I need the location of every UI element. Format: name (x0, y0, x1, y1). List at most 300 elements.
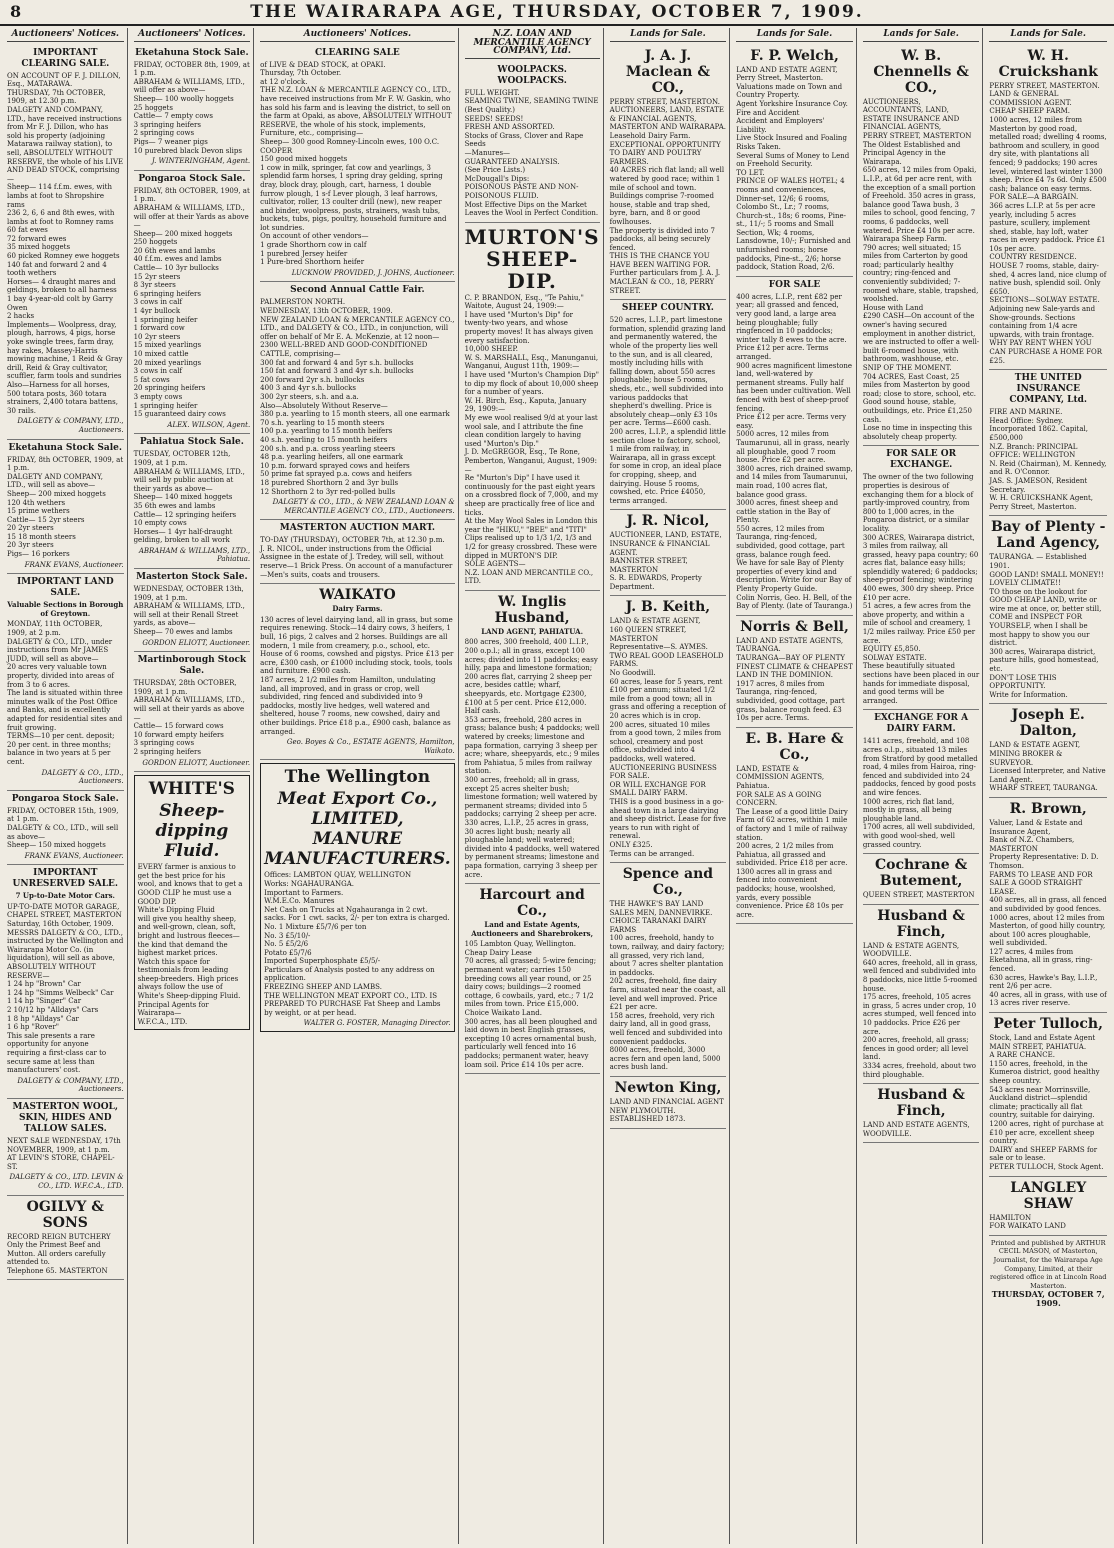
advertisement (134, 45, 251, 171)
advertisement-line: Accident and Employers' Liability. (736, 117, 825, 134)
column-2 (131, 28, 255, 1544)
advertisement-line: 3 springing cows (133, 739, 195, 748)
advertisement-line: FRIDAY, OCTOBER 8th, 1909, at 1 p.m. (133, 60, 250, 78)
advertisement-line: Horses— 1 4yr half-draught gelding, broken to all work (133, 527, 233, 545)
advertisement-line: 630 acres, Hawke's Bay, L.I.P., rent 2/6 per acre. (989, 973, 1098, 991)
advertisement-line: Stock, Land and Estate Agent (989, 1034, 1096, 1043)
advertisement-line: Principal Agents for Wairarapa— (137, 1000, 209, 1018)
imprint-date: THURSDAY, OCTOBER 7, 1909. (991, 1289, 1105, 1308)
advertisement-line: I have used "Murton's Champion Dip" to dip my flock of about 10,000 sheep for a number of years. (464, 371, 599, 397)
advertisement-line: 790 acres; well situated; 15 miles from Carterton by good road; particularly healthy country; ring-fenced and conveniently subdivided; 7-roomed whare, stable, trapshed, woolshed. (862, 243, 979, 304)
advertisement-line: 800 acres, 300 freehold, 400 L.I.P., 200 o.p.l.; all in grass, except 100 acres; divided into 11 paddocks; easy hilly, papa and limestone formation; 200 acres flat, carrying 2 sheep per acre, besides cattle; wharf, sheepyards, etc. Mortgage £2300, £100 at 5 per cent. Price £12,000. Half cash. (464, 638, 598, 716)
advertisement (465, 223, 600, 591)
advertisement-title: W. H. Cruickshank (998, 47, 1098, 80)
advertisement (989, 1013, 1107, 1177)
advertisement-line: 8 3yr steers (133, 281, 176, 290)
advertisement-line: No. 5 £5/2/6 (264, 940, 309, 949)
advertisement (989, 798, 1107, 1013)
advertisement-line: 10 forward empty heifers (133, 730, 224, 739)
advertisement-line: No. 1 Mixture £5/7/6 per ton (264, 922, 367, 931)
advertisement-signature: LUCKNOW PROVIDED, J. JOHNS, Auctioneer. (291, 268, 455, 277)
advertisement-line: PETER TULLOCH, Stock Agent. (989, 1162, 1104, 1171)
advertisement-line: Also—Harness for all horses, 500 totara posts, 360 totara strainers, 2,400 totara battens, 30 rails. (7, 380, 118, 415)
advertisement-body (610, 1098, 727, 1124)
advertisement-line: MONDAY, 11th OCTOBER, 1909, at 2 p.m. (7, 620, 103, 638)
advertisement-line: 130 acres of level dairying land, all in grass, but some requires renewing. Stock—14 dairy cows, 3 heifers, 1 bull, 16 pigs, 2 calves and 2 horses. Buildings are all modern, 1 mile from creamery, p.o., school, etc. House of 6 rooms, cowshed and pigstys. Price £13 per acre, £300 cash, or £1000 including stock, tools, tools and furniture. £900 cash. (260, 615, 454, 676)
advertisement-line: Sheep— 150 mixed hoggets (7, 841, 106, 850)
advertisement-line: DALGETY & CO., LTD., will sell as above— (7, 823, 119, 841)
advertisement-body (863, 737, 980, 849)
advertisement-line: 150 fat and forward 3 and 4yr s.h. bullocks (260, 367, 414, 376)
advertisement-line: 6 springing heifers (133, 289, 201, 298)
advertisement-body (989, 408, 1107, 511)
advertisement-subtitle: Land and Estate Agents, Auctioneers and Sharebrokers, (471, 920, 594, 938)
advertisement (989, 45, 1107, 371)
advertisement-line: 18 purebred Shorthorn 2 and 3yr bulls (260, 478, 399, 487)
advertisement-line: 1300 acres all in grass and fenced into convenient paddocks; house, woolshed, yards, every possible convenience. Price £8 10s per acre. (736, 867, 844, 919)
advertisement-line: 20 6th ewes and lambs (133, 246, 216, 255)
advertisement-line: 10,000 SHEEP. (464, 345, 518, 354)
advertisement-body (260, 536, 454, 579)
advertisement-line: 12 Shorthorn 2 to 3yr red-polled bulls (260, 487, 396, 496)
advertisement-line: Implements— Woolpress, dray, plough, harrows, 4 pigs, horse yoke swingle trees, farm dray, hay rakes, Massey-Harris mowing machine, 1 Reid & Gray drill, Reid & Gray cultivator, scuffler, farm tools and sundries (7, 320, 123, 381)
advertisement-title: LANGLEY SHAW (1010, 1179, 1087, 1212)
advertisement-line: BANNISTER STREET, MASTERTON (609, 557, 688, 574)
newspaper-title: THE WAIRARAPA AGE, THURSDAY, OCTOBER 7, 1909. (250, 2, 864, 22)
advertisement-line: 1 4yr bullock (133, 307, 181, 316)
advertisement-line: 5 fat cows (133, 375, 170, 384)
advertisement-line: FRIDAY, OCTOBER 15th, 1909, at 1 p.m. (7, 806, 119, 824)
advertisement-line: White's Sheep-dipping Fluid. (137, 992, 241, 1001)
advertisement-line: J. D. McGREGOR, Esq., Te Rone, Pemberton, Wanganui, August, 1909:— (464, 448, 597, 474)
advertisement-line: Head Office: Sydney. (989, 416, 1064, 425)
advertisement-signature: Geo. Boyes & Co., ESTATE AGENTS, Hamilton, Waikato. (286, 738, 455, 755)
advertisement-title: WAIKATO (319, 587, 396, 604)
advertisement-line: 20 2yr steers (7, 524, 54, 533)
advertisement-line: Sheep— 114 f.f.m. ewes, with lambs at foot to Shropshire rams (7, 183, 112, 209)
advertisement-line: GUARANTEED ANALYSIS. (464, 157, 560, 166)
advertisement-title: E. B. Hare & Co., (745, 730, 844, 763)
advertisement-body (610, 316, 727, 505)
advertisement-body (134, 187, 251, 419)
advertisement-line: ABRAHAM & WILLIAMS, LTD., will sell at their yards as above— (133, 696, 245, 722)
advertisement-line: Saturday, 16th October, 1909. (7, 920, 114, 929)
advertisement-line: THE HAWKE'S BAY LAND SALES MEN, DANNEVIRKE. (609, 900, 713, 917)
advertisement (863, 446, 980, 710)
advertisement-line: 550 acres, 12 miles from Tauranga, ring-fenced, subdivided, good cottage, part grass, balance rough feed. (736, 524, 845, 559)
advertisement-line: FOR SALE AS A GOING CONCERN. (736, 790, 822, 808)
advertisement-line: Sheep— 200 mixed hoggets (133, 229, 233, 238)
advertisement-signature: ABRAHAM & WILLIAMS, LTD., Pahiatua. (138, 546, 251, 564)
advertisement-line: SOLE AGENTS— (464, 560, 526, 569)
advertisement-line: HOUSE 7 rooms, stable, dairy-shed, 4 acres land, nice clump of native bush, splendid soil. Only £650. (989, 262, 1107, 296)
advertisement-line: will give you healthy sheep, and well-grown, clean, soft, bright and lustrous fleeces—the kind that demand the highest market prices. (137, 914, 240, 958)
advertisement-line: 1 grade Shorthorn cow in calf (260, 241, 367, 250)
advertisement-line: 200 acres, 2 1/2 miles from Pahiatua, all grassed and subdivided. Price £18 per acre. (736, 842, 848, 868)
advertisement-line: TO-DAY (THURSDAY), OCTOBER 7th, at 12.30 p.m. (260, 536, 445, 545)
advertisement-line: DAIRY and SHEEP FARMS for sale or to lease. (989, 1145, 1098, 1163)
advertisement-body (7, 1233, 124, 1276)
advertisement-line: 1000 acres, about 12 miles from Masterton, of good hilly country, about 100 acres ploughable, well subdivided. (989, 913, 1106, 948)
advertisement-line: ABRAHAM & WILLIAMS, LTD., will offer as above— (133, 77, 245, 95)
advertisement-line: THURSDAY, 28th OCTOBER, 1909, at 1 p.m. (133, 679, 237, 696)
advertisement-line: FULL WEIGHT. (464, 88, 520, 97)
column-heading: Lands for Sale. (610, 28, 727, 42)
advertisement-line: PERRY STREET, MASTERTON. LAND & GENERAL COMMISSION AGENT. (989, 81, 1100, 107)
advertisement-line: We have for sale Bay of Plenty properties of every kind and description. Write for our Bay of Plenty Property Guide. (736, 559, 852, 594)
advertisement-line: of LIVE & DEAD STOCK, at OPAKI. (260, 60, 386, 69)
advertisement-line: 10 2yr steers (133, 332, 181, 341)
advertisement-line: MESSRS DALGETY & CO., LTD., instructed by the Wellington and Wairarapa Motor Co. (in liquidation), will sell as above, ABSOLUTELY WITHOUT RESERVE— (7, 928, 124, 980)
advertisement-body (989, 82, 1107, 366)
advertisement-line: SNIP OF THE MOMENT. (862, 364, 952, 372)
advertisement-line: 300 acres, Wairarapa district, pasture hills, good homestead, etc. (989, 647, 1099, 674)
advertisement-line: 1200 acres, right of purchase at £10 per acre, excellent sheep country. (989, 1119, 1104, 1146)
advertisement-signature: DALGETY & CO., LTD., Auctioneers. (41, 768, 124, 786)
advertisement-line: PALMERSTON NORTH. (260, 298, 346, 307)
advertisement-line: These beautifully situated sections have been placed in our hands for immediate disposal, and good terms will be arranged. (862, 662, 980, 705)
page-number: 8 (10, 2, 22, 21)
advertisement-line: SEAMING TWINE, SEAMING TWINE (Best Quality.) (464, 97, 599, 114)
advertisement-line: 1 14 hp "Singer" Car (7, 997, 82, 1006)
advertisement-title: Pongaroa Stock Sale. (11, 793, 119, 804)
advertisement-line: Price £12 per acre. Terms very easy. (736, 413, 847, 430)
advertisement-line: The Lease of a good little Dairy Farm of 62 acres, within 1 mile of factory and 1 mile of railway station. (736, 807, 848, 842)
advertisement-line: 366 acres L.I.P. at 5s per acre yearly, including 5 acres pasture, scullery, implement shed, stable, hay loft, water races in every paddock. Price £1 10s per acre. (989, 201, 1106, 253)
column-heading: Auctioneers' Notices. (7, 28, 124, 42)
advertisement (7, 1196, 124, 1281)
advertisement-signature: GORDON ELIOTT, Auctioneer. (142, 638, 251, 647)
advertisement-line: 20 springing heifers (133, 384, 206, 393)
advertisement-signature: DALGETY & COMPANY, LTD., Auctioneers. (17, 417, 124, 434)
advertisement-line: Buildings comprise 7-roomed house, stable and trap shed, byre, barn, and 8 or good fowlhouses. (609, 192, 714, 226)
advertisement-line: I have used "Murton's Dip" for twenty-two years, and whose property moves! It has always given every satisfaction. (464, 310, 594, 345)
advertisement-line: Adjoining new Sale-yards and Show-grounds. Sections containing from 1/4 acre upwards, with train frontage. (989, 305, 1096, 339)
advertisement-line: GOOD LAND! SMALL MONEY!! LOVELY CLIMATE!! (989, 570, 1104, 588)
advertisement-line: PRINCE OF WALES HOTEL; 4 rooms and conveniences, Dinner-set, 12/6; 6 rooms, Colombo St., Lr.; 7 rooms, Church-st., 18s; 6 rooms, Pine-st., 11/-; 5 rooms and Small Section, Wk; 4 rooms, Lansdowne, 10/-; Furnished and unfurnished rooms; horse paddocks, Pine-st., 2/6; horse paddock, Station Road, 2/6. (736, 177, 851, 272)
advertisement-body (610, 98, 727, 296)
advertisement-body (260, 616, 454, 736)
advertisement-line: AUCTIONEERING BUSINESS FOR SALE. (609, 763, 717, 781)
columns-container (4, 28, 1110, 1544)
advertisement-line: 300 acres, has all been ploughed and laid down in best English grasses, excepting 10 acres ornamental bush, particularly well fenced into 16 paddocks; permanent water, heavy loam soil. Price £14 10s per acre. (464, 1017, 598, 1069)
advertisement-line: J. R. NICOL, under instructions from the Official Assignee in the estate of J. Tredey, will sell, without reserve—1 Brick Press. On account of a manufacturer—Men's suits, coats and trousers. (260, 544, 453, 579)
advertisement-signature: ALEX. WILSON, Agent. (167, 420, 251, 429)
advertisement (989, 516, 1107, 704)
advertisement-title: SHEEP COUNTRY. (621, 303, 714, 314)
advertisement (736, 616, 853, 728)
advertisement-line: HAMILTON (989, 1213, 1032, 1222)
advertisement-title: Peter Tulloch, (993, 1016, 1103, 1033)
advertisement-line: 10 p.m. forward sprayed cows and heifers (260, 461, 410, 470)
advertisement-line: Cattle— 15 forward cows (133, 722, 224, 731)
advertisement-line: 187 acres, 2 1/2 miles from Hamilton, undulating land, all improved, and in grass or crop, well subdivided, ring fenced and subdivided into 9 paddocks, mostly live hedges, well watered and sheltered, house 7 rooms, new cowshed, dairy and other buildings. Price £18 p.a., £900 cash, balance as arranged. (260, 676, 451, 736)
advertisement (736, 45, 853, 277)
advertisement-line: 900 acres magnificent limestone land, well-watered by permanent streams. Fully half has been under cultivation. Well fenced with best of sheep-proof fencing. (736, 361, 853, 413)
advertisement-line: On account of other vendors— (260, 232, 369, 241)
advertisement-title: J. R. Nicol, (626, 513, 710, 530)
advertisement-line: 40 acres, all in grass, with use of 13 acres river reserve. (989, 990, 1107, 1008)
advertisement-title: OGILVY & SONS (26, 1198, 104, 1231)
advertisement (989, 704, 1107, 798)
advertisement-line: —Manures— (464, 148, 511, 157)
advertisement-line: CHOICE TARANAKI DAIRY FARMS (609, 917, 707, 934)
advertisement-line: 100 p.a. yearling to 15 month heifers (260, 427, 393, 436)
advertisement-line: £290 CASH—On account of the owner's having secured employment in another district, we are instructed to offer a well-built 6-roomed house, with bathroom, washhouse, etc. (862, 312, 980, 364)
advertisement-line: SECTIONS—SOLWAY ESTATE. (989, 296, 1100, 305)
advertisement-title: IMPORTANT CLEARING SALE. (21, 47, 110, 69)
advertisement-body (7, 903, 124, 1075)
advertisement-line: DON'T LOSE THIS OPPORTUNITY. (989, 673, 1057, 691)
advertisement-line: 650 acres, 12 miles from Opaki, L.I.P., at 6d per acre rent, with the exception of a small portion of Freehold. 350 acres in grass, balance good Tawa bush, 3 miles to school, good fencing, 7 rooms, 6 paddocks, well watered. Price £4 10s per acre. (862, 166, 977, 235)
advertisement-line: FIRE AND MARINE. (989, 408, 1063, 417)
advertisement-line: TUESDAY, OCTOBER 12th, 1909, at 1 p.m. (133, 450, 231, 467)
advertisement-line: 160 QUEEN STREET, MASTERTON (609, 626, 687, 643)
advertisement-title: MURTON'S SHEEP-DIP. (464, 224, 600, 293)
advertisement-line: No. 3 £5/10/- (264, 931, 311, 940)
advertisement-line: Choice Waikato Land. (464, 1009, 542, 1018)
advertisement-line: The land is situated within three minutes walk of the Post Office and Banks, and is excellently adapted for residential sites and fruit growing. (7, 689, 123, 732)
advertisement-line: House with Land (862, 303, 924, 312)
advertisement-title: W. Inglis Husband, (494, 593, 570, 626)
advertisement-line: 2300 WELL-BRED AND GOOD-CONDITIONED CATTLE, comprising— (260, 341, 428, 358)
advertisement-line: 60 acres, lease for 5 years, rent £100 per annum; situated 1/2 mile from a good town; all in grass and offering a reception of 20 acres which is in crop. (609, 677, 726, 720)
advertisement-line: 15 18 month steers (7, 532, 76, 541)
advertisement-body (736, 637, 853, 723)
advertisement-line: WHY PAY RENT WHEN YOU CAN PURCHASE A HOME FOR £25. (989, 339, 1103, 365)
advertisement-line: Potato £5/7/6 (264, 948, 312, 957)
advertisement-line: ONLY £325. (609, 840, 653, 849)
advertisement-line: Telephone 65. MASTERTON (7, 1266, 108, 1275)
advertisement-line: Net Cash on Trucks at Ngahauranga in 2 cwt. sacks. For 1 cwt. sacks, 2/- per ton extra is charged. (264, 905, 450, 923)
advertisement-line: McDougall's Dips: (464, 174, 530, 183)
advertisement-line: The Oldest Established and Principal Agency in the Wairarapa. (862, 140, 961, 166)
advertisement-line: 1 24 hp "Brown" Car (7, 980, 81, 989)
advertisement-line: Watch this space for testimonials from leading sheep-breeders. High prices always follow the use of (137, 957, 239, 992)
advertisement (260, 584, 454, 760)
advertisement-line: Valuations made on Town and Country Property. (736, 82, 843, 100)
advertisement-body (863, 473, 980, 705)
advertisement-title: Joseph E. Dalton, (1011, 707, 1085, 740)
advertisement-line: 1 Pure-bred Shorthorn heifer (260, 258, 365, 267)
advertisement-line: Re "Murton's Dip" I have used it continuously for the past eight years on a crossbred flock of 7,000, and my sheep are practically free of lice and ticks. (464, 474, 599, 517)
advertisement-title: FOR SALE OR EXCHANGE. (886, 449, 957, 471)
advertisement-line: FINEST CLIMATE & CHEAPEST (736, 662, 853, 671)
advertisement-body (989, 553, 1107, 699)
advertisement-line: 15 mixed yearlings (133, 341, 202, 350)
advertisement-title: MASTERTON WOOL, SKIN, HIDES AND TALLOW SALES. (12, 1101, 119, 1134)
advertisement-line: 158 acres, freehold, very rich dairy land, all in good grass, well fenced and subdivided into convenient paddocks. (609, 1011, 723, 1046)
advertisement-line: Pigs— 7 weaner pigs (133, 137, 208, 146)
advertisement-line: LAND, ESTATE & COMMISSION AGENTS, Pahiatua. (736, 764, 825, 790)
advertisement-body (989, 1034, 1107, 1172)
advertisement-line: Important to Farmers. (264, 888, 344, 897)
advertisement (260, 282, 454, 520)
advertisement (260, 45, 454, 283)
advertisement-body (863, 891, 980, 900)
advertisement-line: CHEAP SHEEP FARM. (989, 107, 1070, 116)
advertisement-line: FRIDAY, 8th OCTOBER, 1909, at 1 p.m. (133, 186, 250, 204)
advertisement-body (134, 679, 251, 756)
advertisement-line: 60 picked Romney ewe hoggets (7, 252, 120, 261)
advertisement-line: PERRY STREET, MASTERTON. AUCTIONEERS, LAND, ESTATE & FINANCIAL AGENTS, MASTERTON AND WAIRARAPA. (609, 97, 727, 132)
advertisement-line: 1000 acres, 12 miles from Masterton by good road, metalled road; dwelling 4 rooms, bathroom and scullery, in good dry site, with plantations all fenced; 9 paddocks; 190 acres level, wintered last winter 1300 sheep. Price £4 7s 6d. Only £500 cash; balance on easy terms. (989, 115, 1107, 193)
advertisement (863, 905, 980, 1085)
advertisement-body (465, 89, 600, 218)
advertisement-line: 15 guaranteed dairy cows (133, 410, 226, 419)
advertisement-line: DALGETY AND COMPANY, LTD., will sell as above— (7, 472, 104, 490)
advertisement-line: LAND & ESTATE AGENTS, WOODVILLE. (862, 941, 960, 959)
advertisement-line: 1150 acres, freehold, in the Kumeroa district, good healthy sheep country. (989, 1059, 1100, 1085)
advertisement-body (7, 620, 124, 766)
advertisement-line: Sheep— 100 woolly hoggets (133, 94, 234, 103)
advertisement-line: 3 empty cows (133, 392, 183, 401)
advertisement-line: 400 acres, L.I.P., rent £82 per year; all grassed and fenced, very good land, a large area being ploughable; fully ringfenced in 10 paddocks; winter tally 8 ewes to the acre. Price £12 per acre. Terms arranged. (736, 292, 847, 361)
advertisement-title: THE UNITED INSURANCE COMPANY, Ltd. (1009, 373, 1088, 406)
advertisement-title: W. B. Chennells & CO., (873, 47, 969, 96)
column-8 (986, 28, 1110, 1544)
advertisement-line: 200 acres, situated 10 miles from a good town, 2 miles from school, creamery and post office, subdivided into 4 paddocks, well watered. (609, 720, 722, 763)
advertisement-line: 175 acres, freehold, 105 acres in grass, 5 acres under crop, 10 acres stumped, well fenced into 10 paddocks. Price £26 per acre. (862, 993, 977, 1036)
advertisement-line: TERMS—10 per cent. deposit; 20 per cent. in three months; balance in two years at 5 per cent. (7, 732, 115, 766)
advertisement-line: TO LET. (736, 168, 765, 177)
advertisement-line: At the May Wool Sales in London this year the "HIKU," "BEE" and "TITI" Clips realised up to 1/3 1/2, 1/3 and 1/2 for greasy crossbred. These were dipped in MURTON'S DIP. (464, 517, 598, 560)
advertisement-line: ABRAHAM & WILLIAMS, LTD., will sell by public auction at their yards as above— (133, 467, 245, 493)
advertisement-line: W. H. CRUICKSHANK Agent, Perry Street, Masterton. (989, 494, 1094, 511)
advertisement-body (863, 942, 980, 1080)
column-7 (860, 28, 984, 1544)
advertisement-line: 300 fat and forward 4 and 5yr s.h. bullocks (260, 358, 414, 367)
advertisement-body (610, 617, 727, 858)
advertisement-line: WEDNESDAY, 13th OCTOBER, 1909. (260, 307, 393, 316)
advertisement-line: 140 fat and forward 2 and 4 tooth wethers (7, 260, 107, 278)
advertisement-line: LAND & ESTATE AGENT, (609, 617, 701, 626)
advertisement-body (736, 293, 853, 611)
advertisement (134, 569, 251, 652)
advertisement-line: SOLWAY ESTATE. (862, 653, 927, 662)
advertisement-title: WHITE'S (148, 779, 235, 800)
advertisement-title: Norris & Bell, (740, 618, 849, 635)
advertisement-line: FOR SALE—A BARGAIN. (989, 193, 1079, 202)
advertisement-body (134, 61, 251, 156)
advertisement-title: EXCHANGE FOR A DAIRY FARM. (874, 713, 969, 735)
column-heading: Lands for Sale. (989, 28, 1107, 42)
advertisement-line: Valuer, Land & Estate and Insurance Agent, (989, 818, 1083, 836)
advertisement-title: CLEARING SALE (315, 47, 400, 58)
advertisement-line: AUCTIONEER, LAND, ESTATE, INSURANCE & FINANCIAL AGENT. (609, 531, 722, 557)
advertisement-line: 200 acres, freehold, all grass; fences in good order; all level land. (862, 1036, 969, 1062)
advertisement-line: 1 24 hp "Simms Welbeck" Car (7, 988, 114, 997)
advertisement (134, 652, 251, 772)
advertisement-subtitle: 7 Up-to-Date Motor Cars. (15, 891, 115, 901)
advertisement-body (7, 807, 124, 850)
column-1 (4, 28, 128, 1544)
advertisement-title: The Wellington (284, 767, 431, 788)
advertisement (863, 1084, 980, 1143)
advertisement-line: (See Price Lists.) (464, 166, 526, 175)
advertisement-line: 3 cows in calf (133, 298, 183, 307)
advertisement-line: MAIN STREET, PAHIATUA. (989, 1042, 1087, 1051)
advertisement-line: THURSDAY, 7th OCTOBER, 1909, at 12.30 p.m. (7, 88, 106, 106)
advertisement-line: FOR WAIKATO LAND (989, 1222, 1066, 1231)
advertisement-line: Representative—S. AYMES. (609, 643, 708, 652)
advertisement (989, 1177, 1107, 1236)
advertisement-line: Imported Superphosphate £5/5/- (264, 957, 381, 966)
advertisement-line: FRESH AND ASSORTED. (464, 123, 555, 132)
advertisement-title: Newton King, (614, 1079, 722, 1096)
advertisement-line: Only the Primest Beef and Mutton. All orders carefully attended to. (7, 1241, 106, 1267)
advertisement-line: NEXT SALE WEDNESDAY, 17th NOVEMBER, 1909, at 1 p.m. (7, 1136, 121, 1154)
column-heading: N.Z. LOAN AND MERCANTILE AGENCY COMPANY, Ltd. (465, 28, 600, 59)
advertisement-body (610, 900, 727, 1072)
advertisement-title: Spence and Co., (622, 866, 714, 899)
advertisement-line: 300 ACRES, Wairarapa district, 3 miles from railway, all grassed, heavy papa country; 60 acres flat, balance easy hills; splendidly watered; 6 paddocks; sheep-proof fencing; wintering 400 ewes, 300 dry sheep. Price £10 per acre. (862, 533, 979, 602)
advertisement-signature: DALGETY & CO., LTD., & NEW ZEALAND LOAN & MERCANTILE AGENCY CO., LTD., Auctioneers. (272, 498, 455, 515)
advertisement-line: 640 acres, freehold, all in grass, well fenced and subdivided into 8 paddocks, nice little 5-roomed house. (862, 958, 978, 993)
advertisement-line: N.Z. Branch: PRINCIPAL OFFICE: WELLINGTON (989, 442, 1078, 460)
advertisement-line: 300 2yr steers, s.h. and a.a. (260, 392, 359, 401)
advertisement-line: Sheep— 200 mixed hoggets (7, 489, 106, 498)
advertisement-line: UP-TO-DATE MOTOR GARAGE, CHAPEL STREET, MASTERTON (7, 902, 122, 920)
advertisement-line: 35 mixed hoggets (7, 243, 71, 252)
advertisement-line: 250 hoggets (133, 238, 178, 247)
advertisement-line: 3000 acres, finest sheep and cattle station in the Bay of Plenty. (736, 499, 839, 525)
advertisement-line: W. S. MARSHALL, Esq., Manunganui, Wanganui, August 11th, 1909:— (464, 353, 599, 371)
advertisement-line: Terms can be arranged. (609, 849, 695, 858)
advertisement-body (7, 456, 124, 559)
advertisement-line: 105 Lambton Quay, Wellington. (464, 940, 577, 949)
advertisement-title: Pongaroa Stock Sale. (138, 173, 246, 184)
advertisement-line: 2 springing cows (133, 129, 195, 138)
advertisement-line: LAND AND FINANCIAL AGENT (609, 1097, 724, 1106)
advertisement-line: Lose no time in inspecting this absolutely cheap property. (862, 424, 972, 441)
advertisement-line: 5000 acres, 12 miles from Taumarunui, all in grass, nearly all ploughable, good 7 room house. Price £2 per acre. (736, 430, 850, 465)
advertisement-line: Agent Yorkshire Insurance Coy. Fire and Accident (736, 99, 848, 117)
advertisement-line: Leasehold Dairy Farm. (609, 131, 691, 140)
advertisement-line: Property Representative: D. D. Thomson. (989, 853, 1099, 870)
advertisement-line: 380 p.a. yearling to 15 month steers, all one earmark (260, 410, 450, 419)
advertisement-line: 1 8 hp "Alldays" Car (7, 1014, 79, 1023)
advertisement-line: Several Sums of Money to Lend on Freehold Security. (736, 151, 850, 169)
advertisement-line: TAURANGA. — Established 1901. (989, 553, 1087, 570)
advertisement-line: 48 p.a. yearling heifers, all one earmark (260, 453, 403, 462)
advertisement-title: Harcourt and Co., (479, 887, 585, 920)
column-4 (462, 28, 604, 1544)
advertisement-line: Works: NGAHAURANGA. (264, 879, 355, 888)
printer-imprint: Printed and published by ARTHUR CECIL MASON, of Masterton, Journalist, for the Wairarapa Age Company, Limited, at their registered office in at Lincoln Road Masterton. (989, 1238, 1107, 1290)
advertisement-line: SEEDS! SEEDS! (464, 114, 524, 123)
advertisement-line: 15 prime wethers (7, 507, 70, 516)
advertisement-line: Horses— 4 draught mares and geldings, broken to all harness (7, 277, 117, 295)
advertisement-line: 40 s.h. yearling to 15 month heifers (260, 435, 388, 444)
advertisement-title: MASTERTON AUCTION MART. (279, 523, 436, 534)
advertisement-line: 330 acres, L.I.P., 25 acres in grass, 30 acres light bush; nearly all ploughable land; well watered; divided into 4 paddocks, well watered by permanent streams; limestone and papa formation, carrying 3 sheep per acre. (464, 818, 600, 879)
advertisement-line: Sheep— 140 mixed hoggets (133, 493, 233, 502)
advertisement-title: Martinborough Stock Sale. (137, 655, 247, 677)
advertisement-body (134, 450, 251, 545)
advertisement-signature: FRANK EVANS, Auctioneer. (24, 560, 124, 569)
advertisement-line: Wairarapa Sheep Farm. (862, 235, 947, 244)
advertisement-line: ON ACCOUNT OF F. J. DILLON, Esq., MATARAWA. (7, 71, 121, 89)
advertisement-line: 202 acres, freehold, fine dairy farm, situated near the coast, all level and well improved. Price £21 per acre. (609, 977, 726, 1012)
advertisement-body (134, 585, 251, 637)
advertisement-line: Cattle— 7 empty cows (133, 112, 213, 121)
advertisement-line: NEW ZEALAND LOAN & MERCANTILE AGENCY CO., LTD., and DALGETY & CO., LTD., in conjunction, will offer on behalf of Mr E. A. McKenzie, at 12 noon— (260, 315, 455, 341)
advertisement-title: R. Brown, (1009, 800, 1087, 817)
advertisement (7, 45, 124, 440)
advertisement-line: 150 good mixed hoggets (260, 155, 348, 164)
advertisement-title: FOR SALE (768, 279, 821, 290)
